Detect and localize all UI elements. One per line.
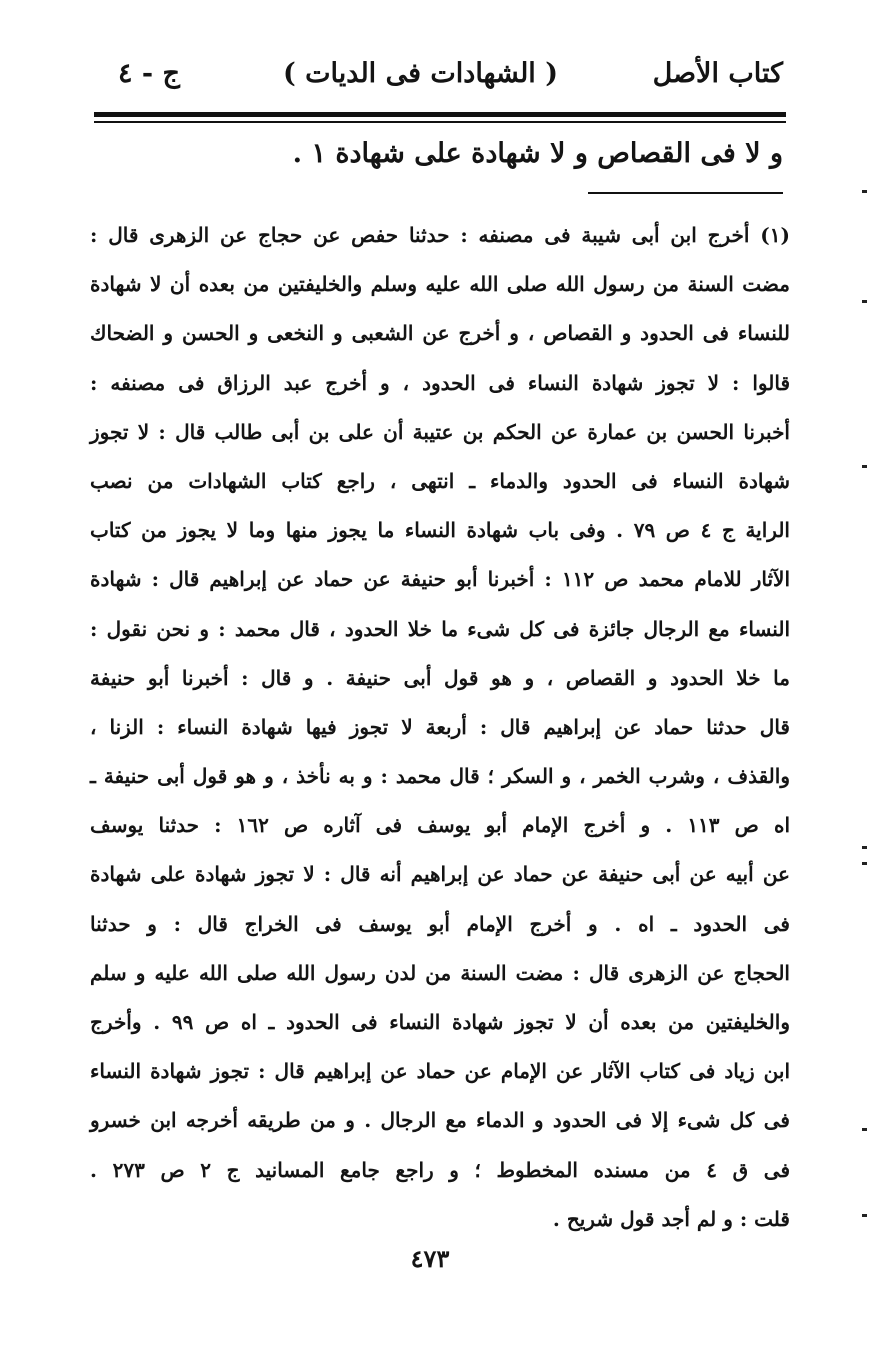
book-title: كتاب الأصل (652, 58, 783, 89)
footnote-line: قالوا : لا تجوز شهادة النساء فى الحدود ، و أخرج عبد الرزاق فى مصنفه : (90, 370, 790, 395)
footnote-line: الراية ج ٤ ص ٧٩ . وفى باب شهادة النساء ما يجوز منها وما لا يجوز من كتاب (90, 518, 790, 543)
margin-mark (862, 1128, 867, 1131)
running-header (118, 58, 783, 102)
footnote-line: اه ص ١١٣ . و أخرج الإمام أبو يوسف فى آثاره ص ١٦٢ : حدثنا يوسف (90, 813, 790, 838)
footnote-line: ما خلا الحدود و القصاص ، و هو قول أبى حنيفة . و قال : أخبرنا أبو حنيفة (90, 665, 790, 690)
footnote-line: فى الحدود ـ اه . و أخرج الإمام أبو يوسف فى الخراج قال : و حدثنا (90, 911, 790, 936)
footnote-line: فى ق ٤ من مسنده المخطوط ؛ و راجع جامع المسانيد ج ٢ ص ٢٧٣ . (90, 1157, 790, 1182)
footnote-line: شهادة النساء فى الحدود والدماء ـ انتهى ، راجع كتاب الشهادات من نصب (90, 468, 790, 493)
footnote-line: قلت : و لم أجد قول شريح . (552, 1206, 790, 1231)
margin-mark (862, 300, 867, 303)
footnote-line: الآثار للامام محمد ص ١١٢ : أخبرنا أبو حنيفة عن حماد عن إبراهيم قال : شهادة (90, 567, 791, 592)
margin-mark (862, 862, 867, 865)
footnote-line: النساء مع الرجال جائزة فى كل شىء ما خلا الحدود ، قال محمد : و نحن نقول : (90, 616, 790, 641)
margin-mark (862, 465, 867, 468)
footnote-line: قال حدثنا حماد عن إبراهيم قال : أربعة لا تجوز فيها شهادة النساء : الزنا ، (90, 714, 790, 739)
footnote-line: (۱) أخرج ابن أبى شيبة فى مصنفه : حدثنا حفص عن حجاج عن الزهرى قال : (90, 223, 790, 247)
header-rule-thin (94, 121, 786, 123)
footnote-line: والخليفتين من بعده أن لا تجوز شهادة النساء فى الحدود ـ اه ص ٩٩ . وأخرج (90, 1010, 790, 1034)
margin-mark (862, 1214, 867, 1217)
footnote-line: فى كل شىء إلا فى الحدود و الدماء مع الرجال . و من طريقه أخرجه ابن خسرو (90, 1108, 790, 1133)
footnote-line: مضت السنة من رسول الله صلى الله عليه وسلم والخليفتين من بعده أن لا شهادة (90, 272, 790, 297)
footnote-line: عن أبيه عن أبى حنيفة عن حماد عن إبراهيم أنه قال : لا تجوز شهادة على شهادة (90, 862, 790, 887)
header-rule-thick (94, 112, 786, 117)
footnote-separator (588, 192, 783, 194)
footnote-line: أخبرنا الحسن بن عمارة عن الحكم بن عتيبة أن على بن أبى طالب قال : لا تجوز (90, 419, 790, 444)
footnote-line: للنساء فى الحدود و القصاص ، و أخرج عن الشعبى و النخعى و الحسن و الضحاك (90, 321, 790, 346)
margin-mark (862, 846, 867, 849)
volume-label: ج - ٤ (118, 58, 180, 89)
footnote-block (90, 211, 790, 1244)
footnote-line: ابن زياد فى كتاب الآثار عن الإمام عن حماد عن إبراهيم قال : تجوز شهادة النساء (90, 1059, 790, 1084)
page-number: ٤٧٣ (410, 1244, 450, 1273)
footnote-line: الحجاج عن الزهرى قال : مضت السنة من لدن رسول الله صلى الله عليه و سلم (90, 960, 790, 985)
margin-mark (862, 190, 867, 193)
main-text: و لا فى القصاص و لا شهادة على شهادة ۱ . (292, 138, 783, 169)
footnote-line: والقذف ، وشرب الخمر ، و السكر ؛ قال محمد : و به نأخذ ، و هو قول أبى حنيفة ـ (90, 764, 790, 789)
section-title: ( الشهادات فى الديات ) (282, 58, 558, 89)
